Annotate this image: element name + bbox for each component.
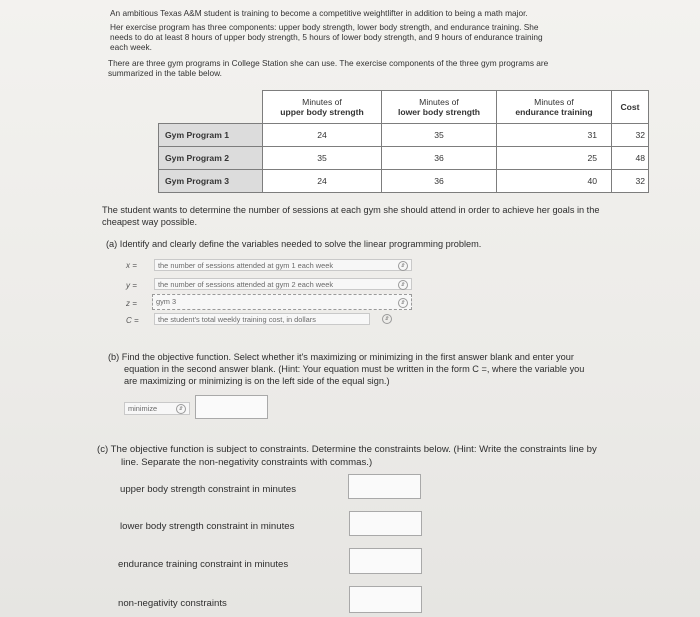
- row-label: Gym Program 1: [159, 124, 263, 147]
- cell-lower: 35: [382, 124, 497, 147]
- goal-line-1: The student wants to determine the number of sessions at each gym she should attend in order to achieve her goals in the: [102, 205, 600, 215]
- var-z-label: z =: [126, 299, 137, 308]
- var-c-dropdown[interactable]: [382, 313, 394, 325]
- row-label: Gym Program 2: [159, 147, 263, 170]
- part-b-line-2: equation in the second answer blank. (Hint: Your equation must be written in the form C =, where the variable you: [124, 364, 585, 374]
- var-c-label: C =: [126, 316, 139, 325]
- part-b-line-3: are maximizing or minimizing is on the left side of the equal sign.): [124, 376, 390, 386]
- endurance-constraint-label: endurance training constraint in minutes: [118, 559, 289, 570]
- header-upper-body: [263, 91, 382, 124]
- cell-cost: 48: [612, 147, 649, 170]
- endurance-constraint-input[interactable]: [349, 548, 422, 574]
- var-c-select[interactable]: [154, 313, 370, 325]
- nonnegativity-label: non-negativity constraints: [118, 598, 227, 609]
- chevron-updown-icon: ⇵: [398, 298, 408, 308]
- part-c-line-2: line. Separate the non-negativity constraints with commas.): [121, 457, 373, 468]
- cell-lower: 36: [382, 170, 497, 193]
- chevron-updown-icon: ⇵: [398, 261, 408, 271]
- cell-endurance: 25: [497, 147, 612, 170]
- intro-line: An ambitious Texas A&M student is training to become a competitive weightlifter in addition to being a math major.: [110, 8, 528, 18]
- objective-type-value: minimize: [128, 404, 158, 413]
- intro-paragraph-1-line-1: Her exercise program has three components: upper body strength, lower body strength, and endurance training. She: [110, 22, 539, 32]
- table-corner: [159, 91, 263, 124]
- header-endurance-line-1: Minutes of: [534, 97, 574, 107]
- var-y-label: y =: [126, 281, 137, 290]
- table-row: [159, 147, 649, 170]
- table-row: [159, 124, 649, 147]
- header-upper-line-1: Minutes of: [302, 97, 342, 107]
- var-z-select[interactable]: [152, 294, 412, 310]
- header-lower-line-2: lower body strength: [397, 107, 481, 117]
- var-y-select[interactable]: [154, 278, 412, 290]
- upper-constraint-input[interactable]: [348, 474, 421, 499]
- upper-constraint-label: upper body strength constraint in minutes: [120, 484, 296, 495]
- header-lower-body: [382, 91, 497, 124]
- gym-program-table: [158, 90, 649, 193]
- intro-paragraph-2-line-1: There are three gym programs in College Station she can use. The exercise components of the three gym programs are: [108, 58, 549, 68]
- var-c-value: the student's total weekly training cost, in dollars: [158, 315, 316, 324]
- intro-paragraph-2-line-2: summarized in the table below.: [108, 68, 222, 78]
- part-b-line-1: (b) Find the objective function. Select whether it's maximizing or minimizing in the first answer blank and enter your: [108, 352, 574, 362]
- part-a-prompt: (a) Identify and clearly define the variables needed to solve the linear programming problem.: [106, 239, 482, 249]
- var-x-select[interactable]: [154, 259, 412, 271]
- header-upper-line-2: upper body strength: [280, 107, 364, 117]
- objective-function-input[interactable]: [195, 395, 268, 419]
- objective-type-select[interactable]: [124, 402, 190, 415]
- header-cost: Cost: [612, 91, 649, 124]
- cell-lower: 36: [382, 147, 497, 170]
- cell-endurance: 31: [497, 124, 612, 147]
- var-z-value: gym 3: [156, 297, 177, 306]
- cell-cost: 32: [612, 124, 649, 147]
- goal-line-2: cheapest way possible.: [102, 217, 197, 227]
- cell-upper: 24: [263, 170, 382, 193]
- lower-constraint-input[interactable]: [349, 511, 422, 536]
- header-lower-line-1: Minutes of: [419, 97, 459, 107]
- header-endurance: [497, 91, 612, 124]
- cell-upper: 35: [263, 147, 382, 170]
- part-c-line-1: (c) The objective function is subject to constraints. Determine the constraints below. (Hint: Write the constraints line by: [97, 444, 597, 455]
- chevron-updown-icon: ⇵: [382, 314, 392, 324]
- cell-cost: 32: [612, 170, 649, 193]
- intro-paragraph-1-line-2: needs to do at least 8 hours of upper body strength, 5 hours of lower body strength, and 9 hours of endurance training: [110, 32, 543, 42]
- lower-constraint-label: lower body strength constraint in minutes: [120, 521, 295, 532]
- var-x-value: the number of sessions attended at gym 1 each week: [158, 261, 334, 270]
- chevron-updown-icon: ⇵: [398, 280, 408, 290]
- var-y-value: the number of sessions attended at gym 2 each week: [158, 280, 334, 289]
- table-row: [159, 170, 649, 193]
- var-x-label: x =: [126, 261, 137, 270]
- row-label: Gym Program 3: [159, 170, 263, 193]
- chevron-updown-icon: ⇵: [176, 404, 186, 414]
- header-endurance-line-2: endurance training: [515, 107, 593, 117]
- nonnegativity-input[interactable]: [349, 586, 422, 613]
- cell-endurance: 40: [497, 170, 612, 193]
- cell-upper: 24: [263, 124, 382, 147]
- table-header-row: [159, 91, 649, 124]
- intro-paragraph-1-line-3: each week.: [110, 42, 152, 52]
